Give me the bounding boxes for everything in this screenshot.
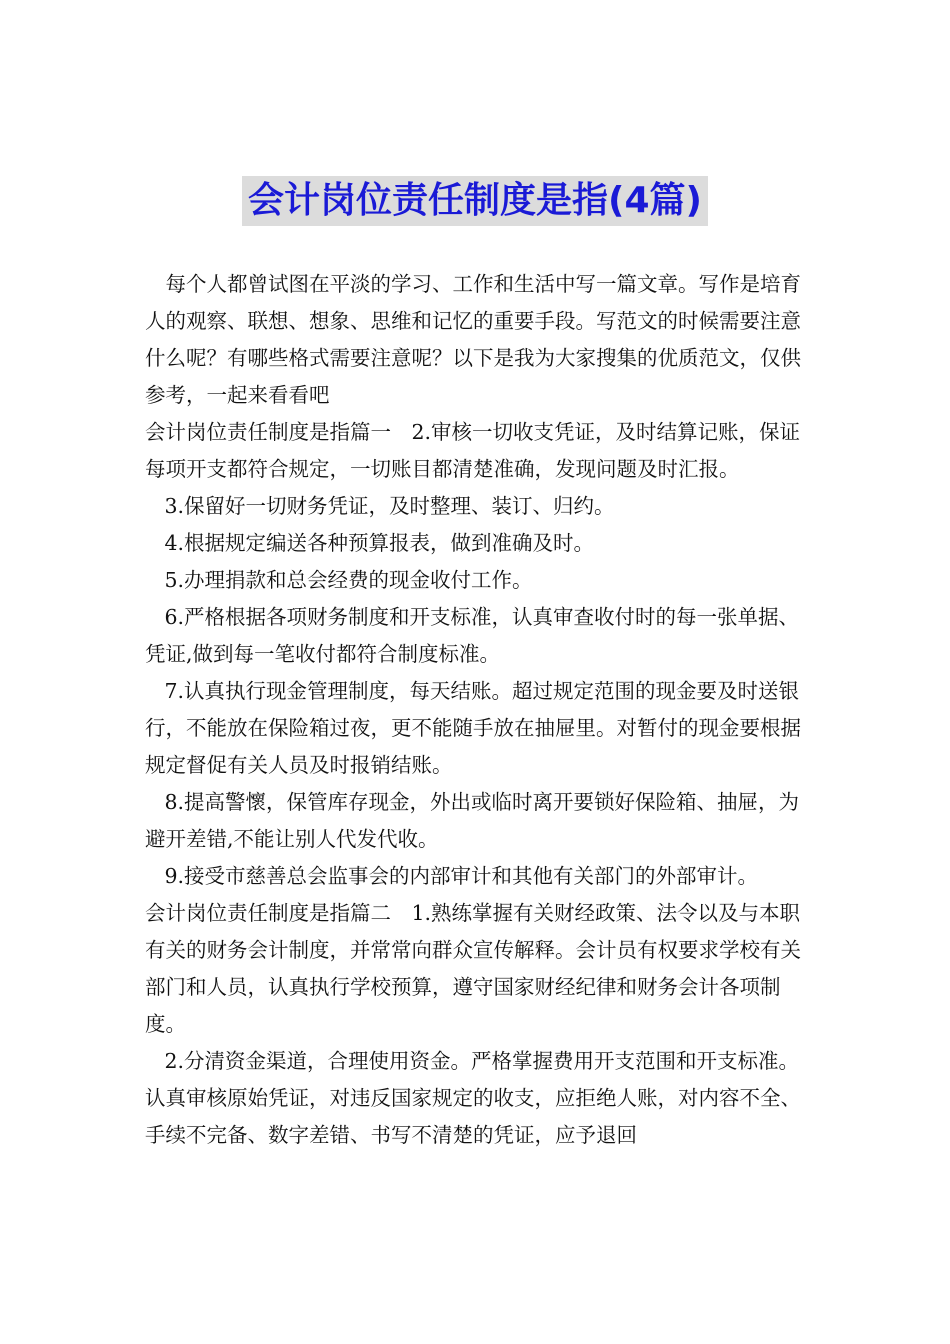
list-item-9: 9.接受市慈善总会监事会的内部审计和其他有关部门的外部审计。 [164,864,759,888]
list-item-8: 8.提高警懷，保管库存现金，外出或临时离开要锁好保险箱、抽屉，为避开差错,不能让别人代发代收。 [145,790,800,851]
list-item-7: 7.认真执行现金管理制度，每天结账。超过规定范围的现金要及时送银行，不能放在保险箱过夜，更不能随手放在抽屉里。对暂付的现金要根据规定督促有关人员及时报销结账。 [145,679,801,777]
list-item-3: 3.保留好一切财务凭证，及时整理、装订、归约。 [164,494,615,518]
title-container [0,176,950,226]
document-body [145,266,815,1154]
intro-paragraph: 每个人都曾试图在平淡的学习、工作和生活中写一篇文章。写作是培育人的观察、联想、想象、思维和记忆的重要手段。写范文的时候需要注意什么呢？有哪些格式需要注意呢？以下是我为大家搜集的优质范文，仅供参考，一起来看看吧 [145,272,801,407]
list-item-5: 5.办理捐款和总会经费的现金收付工作。 [164,568,533,592]
section-one-paragraph: 会计岗位责任制度是指篇一 2.审核一切收支凭证，及时结算记账，保证每项开支都符合规定，一切账目都清楚准确，发现问题及时汇报。 [145,420,801,481]
section-two-paragraph: 会计岗位责任制度是指篇二 1.熟练掌握有关财经政策、法令以及与本职有关的财务会计制度，并常常向群众宣传解释。会计员有权要求学校有关部门和人员，认真执行学校预算，遵守国家财经纪律和财务会计各项制度。 [145,901,801,1036]
document-title: 会计岗位责任制度是指(4篇) [242,176,708,226]
list-item-4: 4.根据规定编送各种预算报表，做到准确及时。 [164,531,595,555]
section-two-item-2: 2.分清资金渠道，合理使用资金。严格掌握费用开支范围和开支标准。认真审核原始凭证，对违反国家规定的收支，应拒绝人账，对内容不全、手续不完备、数字差错、书写不清楚的凭证，应予退回 [145,1049,801,1147]
list-item-6: 6.严格根据各项财务制度和开支标准，认真审查收付时的每一张单据、凭证,做到每一笔收付都符合制度标准。 [145,605,800,666]
